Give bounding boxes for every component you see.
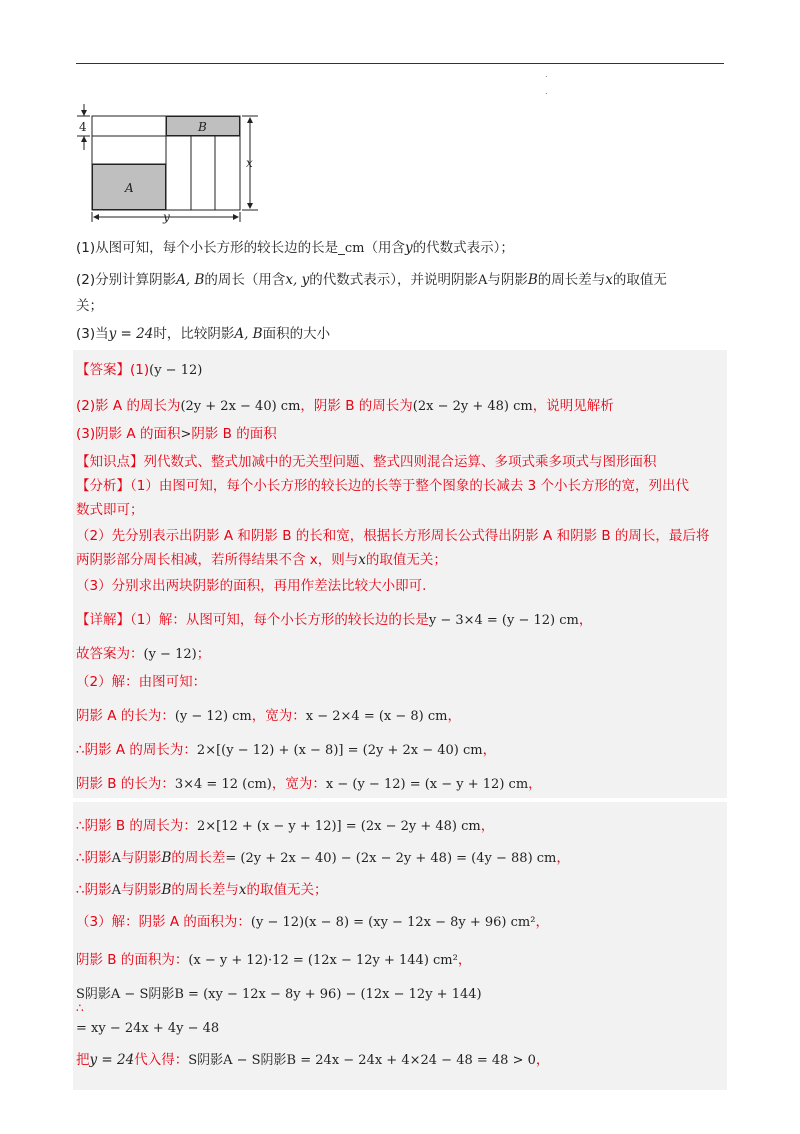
detail-10: （3）解：阴影 A 的面积为：(y − 12)(x − 8) = (xy − 12x − 8y + 96) cm²， bbox=[76, 914, 549, 930]
answer-background-2 bbox=[73, 802, 727, 1090]
figure-diagram bbox=[74, 100, 264, 225]
answer-1: 【答案】(1)(y − 12) bbox=[76, 362, 203, 378]
header-rule bbox=[76, 63, 724, 64]
question-1: (1)从图可知，每个小长方形的较长边的长是_cm（用含y的代数式表示）； bbox=[76, 240, 514, 256]
analysis-2b: 两阴影部分周长相减，若所得结果不含 x，则与x的取值无关； bbox=[76, 552, 447, 568]
knowledge-points: 【知识点】列代数式、整式加减中的无关型问题、整式四则混合运算、多项式乘多项式与图形面积 bbox=[76, 454, 657, 470]
detail-1: 【详解】（1）解：从图可知，每个小长方形的较长边的长是y − 3×4 = (y − 12) cm， bbox=[76, 612, 593, 628]
answer-2: (2)影 A 的周长为(2y + 2x − 40) cm，阴影 B 的周长为(2x − 2y + 48) cm，说明见解析 bbox=[76, 398, 614, 414]
detail-3: （2）解：由图可知： bbox=[76, 674, 207, 690]
answer-3: (3)阴影 A 的面积>阴影 B 的面积 bbox=[76, 426, 277, 442]
analysis-2: （2）先分别表示出阴影 A 和阴影 B 的长和宽，根据长方形周长公式得出阴影 A 和阴影 B 的周长，最后将 bbox=[76, 528, 710, 544]
detail-13: = xy − 24x + 4y − 48 bbox=[76, 1021, 220, 1036]
fig-label-x: x bbox=[246, 156, 253, 170]
dot-mark: . bbox=[545, 87, 548, 96]
dot-mark: . bbox=[545, 70, 548, 79]
detail-5: ∴阴影 A 的周长为：2×[(y − 12) + (x − 8)] = (2y + 2x − 40) cm， bbox=[76, 742, 497, 758]
question-2-cont: 关； bbox=[76, 298, 103, 314]
detail-8: ∴阴影A与阴影B的周长差= (2y + 2x − 40) − (2x − 2y + 48) = (4y − 88) cm， bbox=[76, 850, 570, 866]
fig-label-y: y bbox=[163, 210, 170, 224]
analysis-1: 【分析】（1）由图可知，每个小长方形的较长边的长等于整个图象的长减去 3 个小长方形的宽，列出代 bbox=[76, 478, 690, 494]
therefore-mark: ∴ bbox=[76, 1001, 84, 1015]
detail-4: 阴影 A 的长为：(y − 12) cm，宽为：x − 2×4 = (x − 8) cm， bbox=[76, 708, 461, 724]
detail-6: 阴影 B 的长为：3×4 = 12 (cm)，宽为：x − (y − 12) = (x − y + 12) cm， bbox=[76, 776, 542, 792]
detail-11: 阴影 B 的面积为：(x − y + 12)·12 = (12x − 12y + 144) cm²， bbox=[76, 952, 472, 968]
detail-12: S阴影A − S阴影B = (xy − 12x − 8y + 96) − (12x − 12y + 144) bbox=[76, 987, 482, 1002]
question-2: (2)分别计算阴影A, B的周长（用含x, y的代数式表示），并说明阴影A与阴影B的周长差与x的取值无 bbox=[76, 272, 667, 288]
question-3: (3)当y = 24时，比较阴影A, B面积的大小 bbox=[76, 326, 331, 342]
fig-label-B: B bbox=[198, 120, 207, 134]
analysis-1b: 数式即可； bbox=[76, 502, 144, 518]
analysis-3: （3）分别求出两块阴影的面积，再用作差法比较大小即可. bbox=[76, 578, 427, 594]
detail-2: 故答案为：(y − 12)； bbox=[76, 646, 211, 662]
detail-9: ∴阴影A与阴影B的周长差与x的取值无关； bbox=[76, 882, 328, 898]
answer-background bbox=[73, 350, 727, 798]
fig-label-A: A bbox=[125, 181, 134, 195]
detail-14: 把y = 24代入得：S阴影A − S阴影B = 24x − 24x + 4×24 − 48 = 48 > 0， bbox=[76, 1052, 550, 1068]
fig-label-4: 4 bbox=[79, 120, 87, 134]
detail-7: ∴阴影 B 的周长为：2×[12 + (x − y + 12)] = (2x − 2y + 48) cm， bbox=[76, 818, 495, 834]
